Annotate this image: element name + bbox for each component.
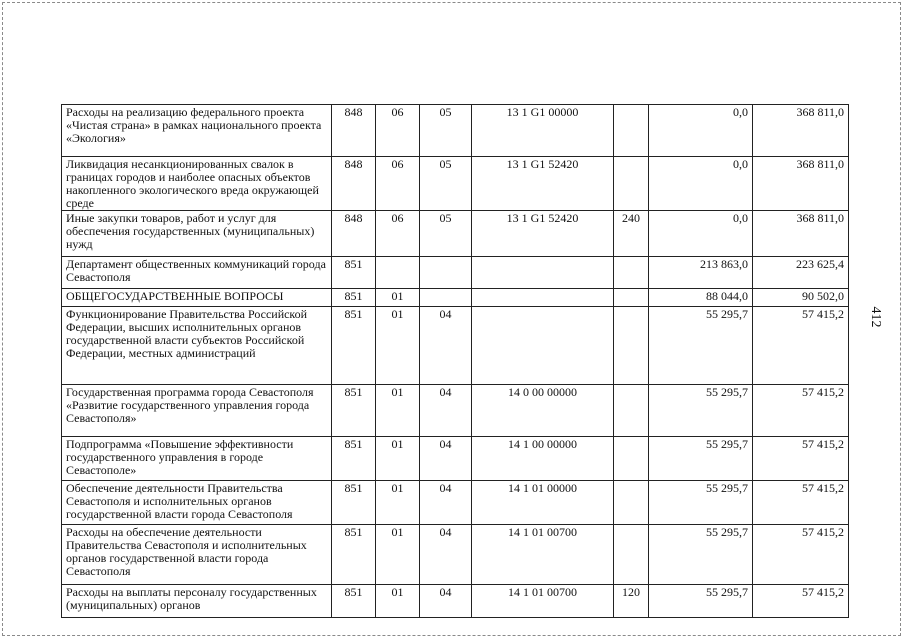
amount-year-2: 57 415,2 [753,585,849,618]
code-target-article: 13 1 G1 52420 [472,211,614,257]
amount-year-2: 57 415,2 [753,481,849,525]
code-ved: 848 [332,211,376,257]
code-section: 01 [376,289,420,307]
row-name: Функционирование Правительства Российской Федерации, высших исполнительных органов государственной власти субъектов Российской Федерации, местных администраций [62,307,332,385]
table-row [62,105,849,157]
code-section: 01 [376,437,420,481]
code-ved: 851 [332,307,376,385]
table-row [62,157,849,211]
code-expense-type [614,437,649,481]
code-subsection: 04 [420,437,472,481]
table-row [62,257,849,289]
amount-year-1: 213 863,0 [649,257,753,289]
page-number: 412 [868,306,883,328]
row-name: Расходы на реализацию федерального проекта «Чистая страна» в рамках национального проекта «Экология» [62,105,332,157]
code-section: 01 [376,525,420,585]
code-target-article: 14 1 01 00700 [472,525,614,585]
table-row [62,525,849,585]
code-expense-type [614,105,649,157]
amount-year-2: 57 415,2 [753,385,849,437]
amount-year-1: 0,0 [649,105,753,157]
code-target-article: 14 1 01 00000 [472,481,614,525]
code-expense-type [614,525,649,585]
table-row [62,437,849,481]
code-ved: 851 [332,525,376,585]
amount-year-1: 55 295,7 [649,385,753,437]
row-name: Расходы на обеспечение деятельности Правительства Севастополя и исполнительных органов государственной власти города Севастополя [62,525,332,585]
code-target-article: 13 1 G1 52420 [472,157,614,211]
code-subsection [420,289,472,307]
code-target-article: 14 0 00 00000 [472,385,614,437]
code-target-article [472,307,614,385]
row-name: Обеспечение деятельности Правительства Севастополя и исполнительных органов государственной власти города Севастополя [62,481,332,525]
amount-year-1: 55 295,7 [649,307,753,385]
code-expense-type [614,481,649,525]
table-row [62,307,849,385]
code-section: 01 [376,307,420,385]
amount-year-1: 0,0 [649,211,753,257]
code-section: 01 [376,481,420,525]
code-section [376,257,420,289]
table-row [62,585,849,618]
code-target-article: 14 1 01 00700 [472,585,614,618]
code-section: 06 [376,157,420,211]
amount-year-2: 90 502,0 [753,289,849,307]
code-expense-type [614,289,649,307]
code-ved: 848 [332,157,376,211]
amount-year-1: 88 044,0 [649,289,753,307]
row-name: Государственная программа города Севастополя «Развитие государственного управления города Севастополя» [62,385,332,437]
code-ved: 848 [332,105,376,157]
amount-year-2: 223 625,4 [753,257,849,289]
row-name: Подпрограмма «Повышение эффективности государственного управления в городе Севастополе» [62,437,332,481]
code-subsection: 05 [420,105,472,157]
row-name: Расходы на выплаты персоналу государственных (муниципальных) органов [62,585,332,618]
code-target-article [472,257,614,289]
code-ved: 851 [332,257,376,289]
code-subsection: 04 [420,525,472,585]
table-body [62,105,849,618]
amount-year-1: 55 295,7 [649,525,753,585]
amount-year-1: 55 295,7 [649,437,753,481]
budget-table [61,104,849,618]
code-ved: 851 [332,481,376,525]
code-expense-type [614,307,649,385]
amount-year-1: 0,0 [649,157,753,211]
amount-year-2: 57 415,2 [753,437,849,481]
code-subsection: 05 [420,157,472,211]
table-row [62,289,849,307]
code-subsection: 04 [420,585,472,618]
code-subsection: 05 [420,211,472,257]
table-row [62,481,849,525]
code-section: 01 [376,385,420,437]
amount-year-2: 368 811,0 [753,105,849,157]
code-section: 06 [376,211,420,257]
code-expense-type [614,257,649,289]
code-target-article [472,289,614,307]
code-expense-type: 240 [614,211,649,257]
code-expense-type [614,157,649,211]
row-name: ОБЩЕГОСУДАРСТВЕННЫЕ ВОПРОСЫ [62,289,332,307]
amount-year-2: 57 415,2 [753,307,849,385]
code-subsection [420,257,472,289]
code-ved: 851 [332,585,376,618]
table-row [62,211,849,257]
code-expense-type [614,385,649,437]
code-section: 06 [376,105,420,157]
row-name: Департамент общественных коммуникаций города Севастополя [62,257,332,289]
code-subsection: 04 [420,307,472,385]
amount-year-1: 55 295,7 [649,585,753,618]
code-target-article: 14 1 00 00000 [472,437,614,481]
code-expense-type: 120 [614,585,649,618]
code-target-article: 13 1 G1 00000 [472,105,614,157]
amount-year-2: 368 811,0 [753,157,849,211]
row-name: Иные закупки товаров, работ и услуг для обеспечения государственных (муниципальных) нужд [62,211,332,257]
code-ved: 851 [332,385,376,437]
amount-year-1: 55 295,7 [649,481,753,525]
code-subsection: 04 [420,481,472,525]
row-name: Ликвидация несанкционированных свалок в границах городов и наиболее опасных объектов накопленного экологического вреда окружающей среде [62,157,332,211]
amount-year-2: 57 415,2 [753,525,849,585]
code-ved: 851 [332,437,376,481]
table-row [62,385,849,437]
code-subsection: 04 [420,385,472,437]
amount-year-2: 368 811,0 [753,211,849,257]
code-ved: 851 [332,289,376,307]
code-section: 01 [376,585,420,618]
